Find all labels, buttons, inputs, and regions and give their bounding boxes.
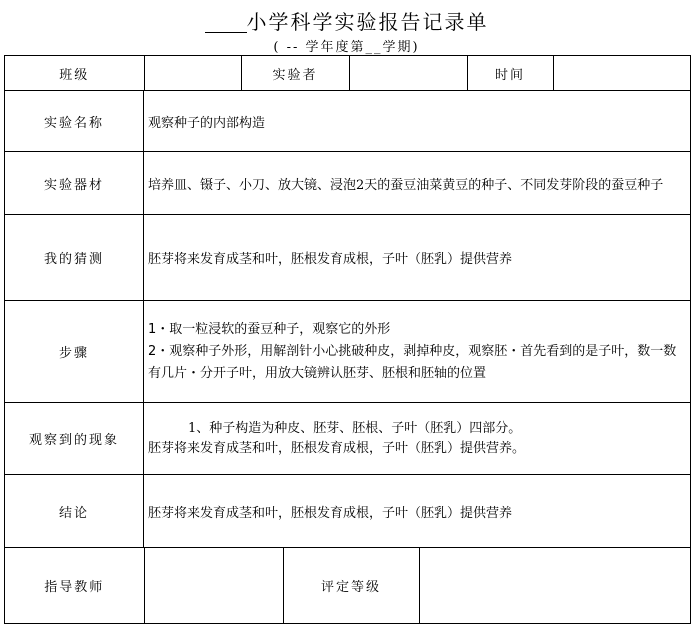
steps-value[interactable] bbox=[144, 301, 691, 403]
guess-label: 我的猜测 bbox=[5, 215, 144, 301]
teacher-field[interactable] bbox=[144, 548, 283, 623]
footer-row bbox=[5, 548, 691, 624]
footer-row-cell bbox=[5, 548, 691, 624]
observation-line: 胚芽将来发育成茎和叶，胚根发育成根，子叶（胚乳）提供营养。 bbox=[148, 440, 526, 456]
info-row-cell bbox=[5, 56, 691, 91]
report-title bbox=[0, 6, 693, 35]
class-field[interactable] bbox=[144, 56, 241, 90]
experiment-name-label: 实验名称 bbox=[5, 91, 144, 152]
experimenter-label: 实验者 bbox=[241, 56, 349, 90]
grade-field[interactable] bbox=[419, 548, 691, 623]
time-field[interactable] bbox=[553, 56, 691, 90]
equipment-row bbox=[5, 152, 691, 215]
report-subtitle: ( -- 学年度第__学期) bbox=[273, 40, 420, 55]
grade-label: 评定等级 bbox=[283, 548, 419, 623]
equipment-label: 实验器材 bbox=[5, 152, 144, 215]
experiment-name-row bbox=[5, 91, 691, 152]
observation-value[interactable] bbox=[144, 403, 691, 475]
title-blank[interactable] bbox=[205, 12, 247, 33]
guess-value[interactable]: 胚芽将来发育成茎和叶，胚根发育成根，子叶（胚乳）提供营养 bbox=[144, 215, 691, 301]
observation-row bbox=[5, 403, 691, 475]
observation-label: 观察到的现象 bbox=[5, 403, 144, 475]
time-label: 时间 bbox=[467, 56, 553, 90]
guess-row bbox=[5, 215, 691, 301]
steps-label: 步骤 bbox=[5, 301, 144, 403]
equipment-value[interactable]: 培养皿、镊子、小刀、放大镜、浸泡2天的蚕豆油菜黄豆的种子、不同发芽阶段的蚕豆种子 bbox=[144, 152, 691, 215]
footer-row-inner bbox=[5, 548, 691, 623]
step-item: 2・观察种子外形，用解剖针小心挑破种皮，剥掉种皮，观察胚・首先看到的是子叶，数一数有几片・分开子叶，用放大镜辨认胚芽、胚根和胚轴的位置 bbox=[148, 343, 677, 381]
experiment-name-value[interactable]: 观察种子的内部构造 bbox=[144, 91, 691, 152]
conclusion-row bbox=[5, 475, 691, 548]
class-label: 班级 bbox=[5, 56, 144, 90]
observation-line: 1、种子构造为种皮、胚芽、胚根、子叶（胚乳）四部分。 bbox=[188, 420, 522, 436]
conclusion-value[interactable]: 胚芽将来发育成茎和叶，胚根发育成根，子叶（胚乳）提供营养 bbox=[144, 475, 691, 548]
conclusion-label: 结论 bbox=[5, 475, 144, 548]
experimenter-field[interactable] bbox=[349, 56, 467, 90]
steps-row bbox=[5, 301, 691, 403]
step-item: 1・取一粒浸软的蚕豆种子，观察它的外形 bbox=[148, 321, 391, 337]
teacher-label: 指导教师 bbox=[5, 548, 144, 623]
info-row bbox=[5, 56, 691, 91]
info-row-inner bbox=[5, 56, 691, 90]
report-title-text: 小学科学实验报告记录单 bbox=[246, 10, 489, 34]
report-table bbox=[4, 55, 691, 624]
